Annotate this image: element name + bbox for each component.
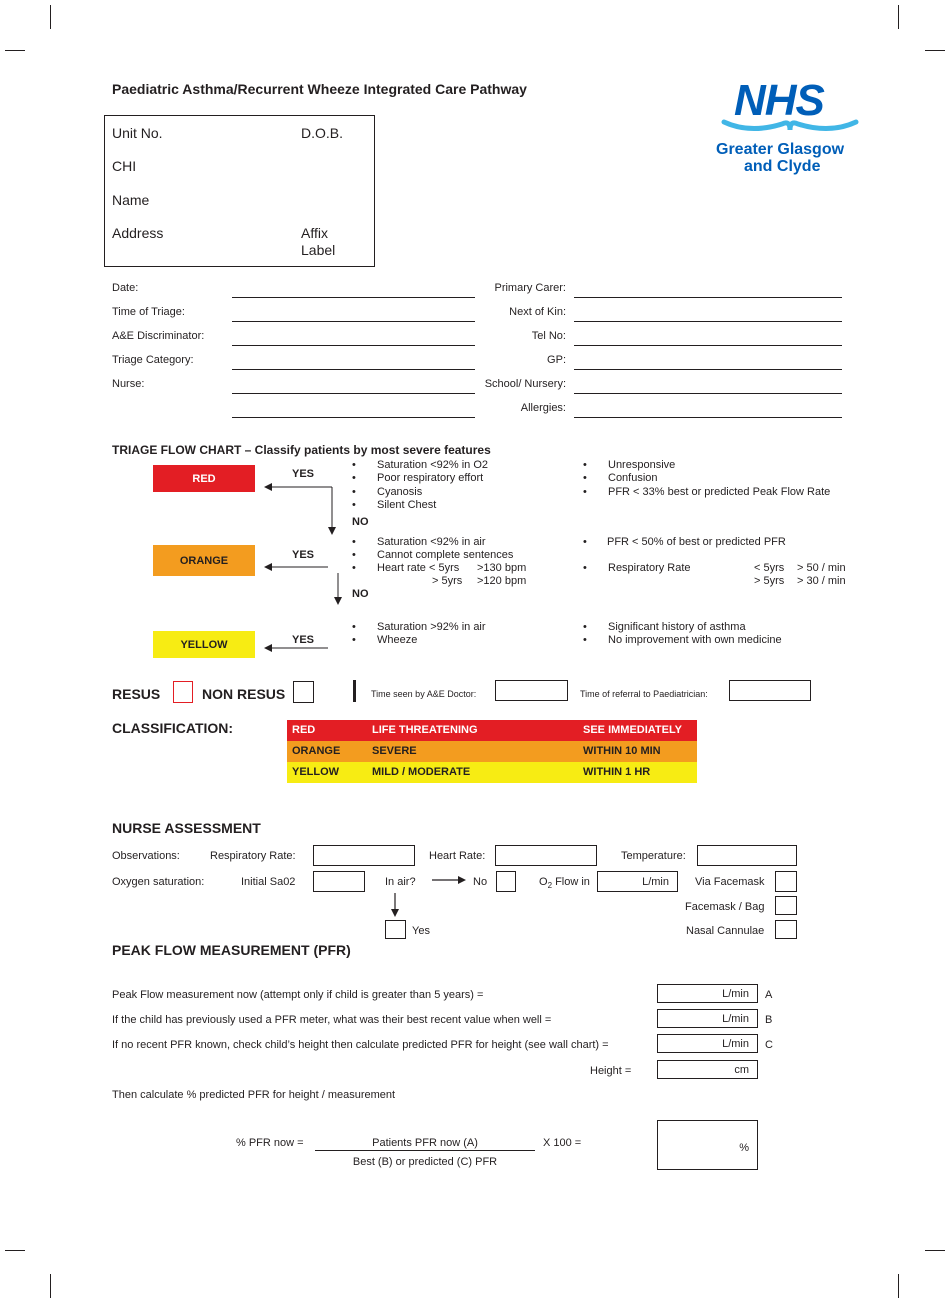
bullet: • xyxy=(352,486,356,498)
oxygen-sat-label: Oxygen saturation: xyxy=(112,876,205,888)
o2-prefix: O xyxy=(539,876,548,888)
yellow-col2-item: Significant history of asthma xyxy=(608,621,746,633)
nurse-field[interactable] xyxy=(232,393,475,394)
time-seen-field[interactable] xyxy=(495,680,568,701)
bullet: • xyxy=(583,562,587,574)
bullet: • xyxy=(352,562,356,574)
no-checkbox[interactable] xyxy=(496,871,516,892)
heart-rate-field[interactable] xyxy=(495,845,597,866)
red-col1-item: Poor respiratory effort xyxy=(377,472,484,484)
bullet: • xyxy=(352,472,356,484)
classification-category: YELLOW xyxy=(292,766,340,778)
bullet: • xyxy=(583,472,587,484)
via-facemask-checkbox[interactable] xyxy=(775,871,797,892)
height-label: Height = xyxy=(590,1065,632,1077)
initial-sa02-label: Initial Sa02 xyxy=(241,876,296,888)
tel-no-field[interactable] xyxy=(574,345,842,346)
pfr-c-letter: C xyxy=(765,1039,773,1051)
orange-col1-item: Heart rate < 5yrs xyxy=(377,562,460,574)
time-referral-label: Time of referral to Paediatrician: xyxy=(580,689,708,699)
fraction-line xyxy=(315,1150,535,1151)
red-col2-item: Confusion xyxy=(608,472,658,484)
pfr-a-field[interactable] xyxy=(657,984,758,1003)
nurse-heading: NURSE ASSESSMENT xyxy=(112,820,261,836)
affix-label: Affix xyxy=(301,225,328,241)
resus-label: RESUS xyxy=(112,686,161,702)
crop-mark xyxy=(50,5,51,29)
pfr-denominator: Best (B) or predicted (C) PFR xyxy=(352,1156,498,1168)
pfr-line-c: If no recent PFR known, check child’s height then calculate predicted PFR for height (see wall chart) = xyxy=(112,1039,609,1051)
bullet: • xyxy=(583,486,587,498)
orange-col1-item: > 5yrs xyxy=(432,575,463,587)
no-label: No xyxy=(473,876,488,888)
crop-mark xyxy=(925,50,945,51)
arrow-down-icon xyxy=(390,893,400,919)
nhs-logo-brand: NHS xyxy=(734,76,824,125)
divider xyxy=(353,680,356,702)
orange-rr-age: < 5yrs xyxy=(754,562,785,574)
orange-rr-value: > 50 / min xyxy=(797,562,846,574)
bullet: • xyxy=(583,621,587,633)
allergies-label: Allergies: xyxy=(520,402,566,414)
initial-sa02-field[interactable] xyxy=(313,871,365,892)
nurse-label: Nurse: xyxy=(112,378,145,390)
orange-rr-age: > 5yrs xyxy=(754,575,785,587)
orange-rr-value: > 30 / min xyxy=(797,575,846,587)
orange-col2-item: PFR < 50% of best or predicted PFR xyxy=(607,536,786,548)
classification-severity: MILD / MODERATE xyxy=(372,766,471,778)
time-seen-label: Time seen by A&E Doctor: xyxy=(371,689,477,699)
date-label: Date: xyxy=(112,282,139,294)
bullet: • xyxy=(352,459,356,471)
crop-mark xyxy=(5,1250,25,1251)
triage-red-yes: YES xyxy=(292,468,315,480)
crop-mark xyxy=(50,1274,51,1298)
pfr-line-a: Peak Flow measurement now (attempt only if child is greater than 5 years) = xyxy=(112,989,484,1001)
yellow-col2-item: No improvement with own medicine xyxy=(608,634,782,646)
school-label: School/ Nursery: xyxy=(484,378,566,390)
classification-action: SEE IMMEDIATELY xyxy=(583,724,683,736)
bullet: • xyxy=(352,621,356,633)
page-title: Paediatric Asthma/Recurrent Wheeze Integrated Care Pathway xyxy=(112,81,527,97)
orange-hr-value: >120 bpm xyxy=(477,575,527,587)
triage-red: RED xyxy=(153,465,255,492)
triage-category-label: Triage Category: xyxy=(112,354,194,366)
temperature-label: Temperature: xyxy=(621,850,686,862)
classification-category: ORANGE xyxy=(292,745,341,757)
gp-label: GP: xyxy=(547,354,566,366)
orange-col1-item: Saturation <92% in air xyxy=(377,536,486,548)
height-unit: cm xyxy=(734,1064,749,1076)
calc-intro: Then calculate % predicted PFR for height / measurement xyxy=(112,1089,396,1101)
name-label: Name xyxy=(112,192,150,208)
height-field[interactable] xyxy=(657,1060,758,1079)
resus-checkbox[interactable] xyxy=(173,681,193,703)
o2-sub: 2 xyxy=(547,881,553,891)
non-resus-checkbox[interactable] xyxy=(293,681,314,703)
classification-category: RED xyxy=(292,724,316,736)
temperature-field[interactable] xyxy=(697,845,797,866)
times-100: X 100 = xyxy=(543,1137,582,1149)
tel-no-label: Tel No: xyxy=(531,330,566,342)
address-label: Address xyxy=(112,225,164,241)
crop-mark xyxy=(5,50,25,51)
orange-col1-item: Cannot complete sentences xyxy=(377,549,514,561)
primary-carer-field[interactable] xyxy=(574,297,842,298)
triage-heading: TRIAGE FLOW CHART – Classify patients by most severe features xyxy=(112,443,491,457)
nhs-logo-line2: and Clyde xyxy=(744,158,821,175)
yellow-col1-item: Wheeze xyxy=(377,634,418,646)
discriminator-label: A&E Discriminator: xyxy=(112,330,205,342)
resp-rate-field[interactable] xyxy=(313,845,415,866)
classification-action: WITHIN 1 HR xyxy=(583,766,651,778)
dob-label: D.O.B. xyxy=(301,125,344,141)
bullet: • xyxy=(583,634,587,646)
bullet: • xyxy=(583,459,587,471)
red-col1-item: Silent Chest xyxy=(377,499,437,511)
triage-yellow-yes: YES xyxy=(292,634,315,646)
pct-now-label: % PFR now = xyxy=(236,1137,304,1149)
allergies-field[interactable] xyxy=(574,417,842,418)
bullet: • xyxy=(352,549,356,561)
classification-heading: CLASSIFICATION: xyxy=(112,720,234,736)
triage-orange: ORANGE xyxy=(153,545,255,576)
pfr-c-field[interactable] xyxy=(657,1034,758,1053)
classification-row-yellow xyxy=(287,762,697,783)
pfr-b-unit: L/min xyxy=(722,1013,749,1025)
school-field[interactable] xyxy=(574,393,842,394)
nasal-label: Nasal Cannulae xyxy=(686,925,765,937)
pfr-heading: PEAK FLOW MEASUREMENT (PFR) xyxy=(112,942,351,958)
crop-mark xyxy=(925,1250,945,1251)
pfr-b-letter: B xyxy=(765,1014,773,1026)
time-of-triage-label: Time of Triage: xyxy=(112,306,185,318)
orange-col2-item: Respiratory Rate xyxy=(608,562,691,574)
heart-rate-label: Heart Rate: xyxy=(429,850,486,862)
nurse-field-extra[interactable] xyxy=(232,417,475,418)
o2-flow-label xyxy=(539,876,590,890)
resp-rate-label: Respiratory Rate: xyxy=(210,850,296,862)
classification-row-orange xyxy=(287,741,697,762)
crop-mark xyxy=(898,5,899,29)
label-label: Label xyxy=(301,242,336,258)
classification-action: WITHIN 10 MIN xyxy=(583,745,661,757)
triage-orange-no: NO xyxy=(352,588,369,600)
yes-label: Yes xyxy=(412,925,430,937)
triage-category-field[interactable] xyxy=(232,369,475,370)
red-col1-item: Cyanosis xyxy=(377,486,423,498)
o2-flow-unit: L/min xyxy=(642,876,669,888)
o2-suffix: Flow in xyxy=(552,876,590,888)
facemask-bag-checkbox[interactable] xyxy=(775,896,797,915)
gp-field[interactable] xyxy=(574,369,842,370)
in-air-label: In air? xyxy=(385,876,416,888)
nhs-logo-line1: Greater Glasgow xyxy=(716,141,845,158)
pct-result-unit: % xyxy=(739,1142,749,1154)
triage-orange-yes: YES xyxy=(292,549,315,561)
classification-severity: SEVERE xyxy=(372,745,417,757)
unit-no-label: Unit No. xyxy=(112,125,163,141)
bullet: • xyxy=(352,634,356,646)
arrow-right-icon xyxy=(432,875,468,885)
bullet: • xyxy=(583,536,587,548)
red-col1-item: Saturation <92% in O2 xyxy=(377,459,488,471)
triage-yellow: YELLOW xyxy=(153,631,255,658)
pct-result-field[interactable] xyxy=(657,1120,758,1170)
yellow-col1-item: Saturation >92% in air xyxy=(377,621,486,633)
orange-hr-value: >130 bpm xyxy=(477,562,527,574)
triage-red-no: NO xyxy=(352,516,369,528)
red-col2-item: PFR < 33% best or predicted Peak Flow Rate xyxy=(608,486,831,498)
red-col2-item: Unresponsive xyxy=(608,459,676,471)
pfr-numerator: Patients PFR now (A) xyxy=(372,1137,478,1149)
classification-row-red xyxy=(287,720,697,741)
pfr-c-unit: L/min xyxy=(722,1038,749,1050)
discriminator-field[interactable] xyxy=(232,345,475,346)
primary-carer-label: Primary Carer: xyxy=(494,282,566,294)
time-referral-field[interactable] xyxy=(729,680,811,701)
observations-label: Observations: xyxy=(112,850,180,862)
crop-mark xyxy=(898,1274,899,1298)
facemask-bag-label: Facemask / Bag xyxy=(685,901,765,913)
time-of-triage-field[interactable] xyxy=(232,321,475,322)
date-field[interactable] xyxy=(232,297,475,298)
bullet: • xyxy=(352,499,356,511)
nhs-logo xyxy=(710,76,870,186)
next-of-kin-field[interactable] xyxy=(574,321,842,322)
wave-icon xyxy=(720,116,860,136)
pfr-a-unit: L/min xyxy=(722,988,749,1000)
patient-label-box[interactable] xyxy=(104,115,375,267)
chi-label: CHI xyxy=(112,158,137,174)
classification-severity: LIFE THREATENING xyxy=(372,724,478,736)
pfr-b-field[interactable] xyxy=(657,1009,758,1028)
o2-flow-field[interactable] xyxy=(597,871,678,892)
non-resus-label: NON RESUS xyxy=(202,686,286,702)
next-of-kin-label: Next of Kin: xyxy=(509,306,566,318)
pfr-line-b: If the child has previously used a PFR meter, what was their best recent value when well = xyxy=(112,1014,552,1026)
bullet: • xyxy=(352,536,356,548)
yes-checkbox[interactable] xyxy=(385,920,406,939)
pfr-a-letter: A xyxy=(765,989,773,1001)
nasal-checkbox[interactable] xyxy=(775,920,797,939)
via-facemask-label: Via Facemask xyxy=(695,876,765,888)
